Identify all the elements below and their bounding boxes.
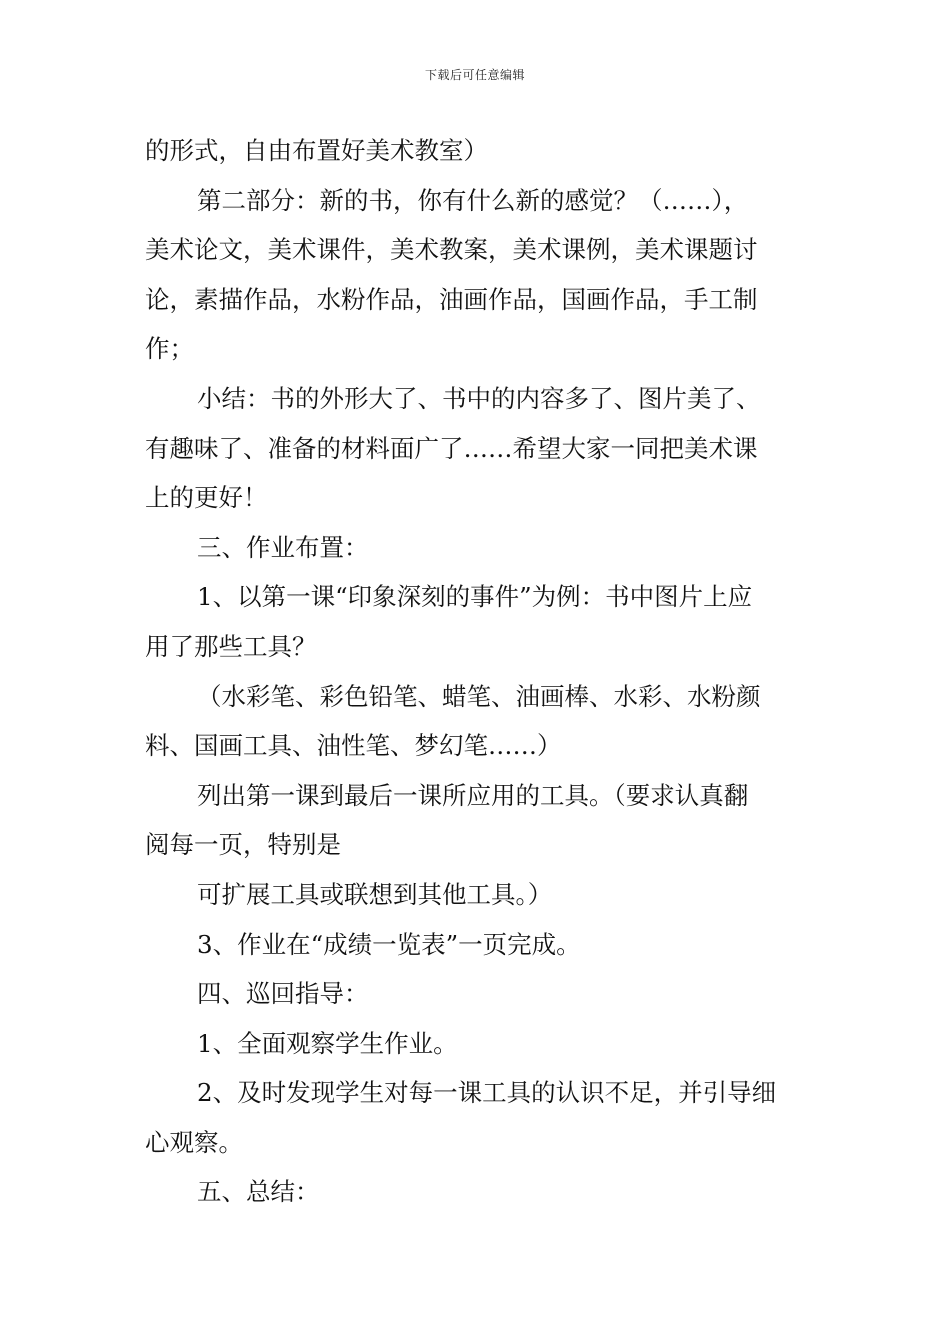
paragraph-line: 可扩展工具或联想到其他工具。） [197, 879, 553, 909]
paragraph-line: 上的更好！ [145, 483, 268, 513]
page-header: 下载后可任意编辑 [424, 68, 525, 82]
paragraph-line: 3、作业在“成绩一览表”一页完成。 [197, 929, 581, 959]
paragraph-line: 有趣味了、准备的材料面广了……希望大家一同把美术课 [145, 433, 758, 463]
paragraph-line: 用了那些工具？ [145, 631, 317, 661]
paragraph-line: 2、及时发现学生对每一课工具的认识不足，并引导细 [197, 1078, 777, 1108]
section-heading: 三、作业布置： [197, 532, 369, 562]
paragraph-line: 小结：书的外形大了、书中的内容多了、图片美了、 [197, 383, 761, 413]
paragraph-line: 心观察。 [145, 1127, 243, 1157]
paragraph-line: 作； [145, 334, 194, 364]
paragraph-line: 论，素描作品，水粉作品，油画作品，国画作品，手工制 [145, 284, 758, 314]
section-heading: 五、总结： [197, 1177, 320, 1207]
paragraph-line: （水彩笔、彩色铅笔、蜡笔、油画棒、水彩、水粉颜 [197, 681, 761, 711]
document-body [145, 126, 810, 1217]
paragraph-line: 1、以第一课“印象深刻的事件”为例：书中图片上应 [197, 582, 753, 612]
paragraph-line: 第二部分：新的书，你有什么新的感觉？（……）， [197, 185, 749, 215]
paragraph-line: 列出第一课到最后一课所应用的工具。（要求认真翻 [197, 780, 749, 810]
section-heading: 四、巡回指导： [197, 979, 369, 1009]
paragraph-line: 1、全面观察学生作业。 [197, 1028, 458, 1058]
paragraph-line: 美术论文，美术课件，美术教案，美术课例，美术课题讨 [145, 235, 758, 265]
paragraph-line: 料、国画工具、油性笔、梦幻笔……） [145, 731, 562, 761]
paragraph-line: 阅每一页，特别是 [145, 830, 341, 860]
paragraph-line: 的形式，自由布置好美术教室） [145, 136, 488, 165]
